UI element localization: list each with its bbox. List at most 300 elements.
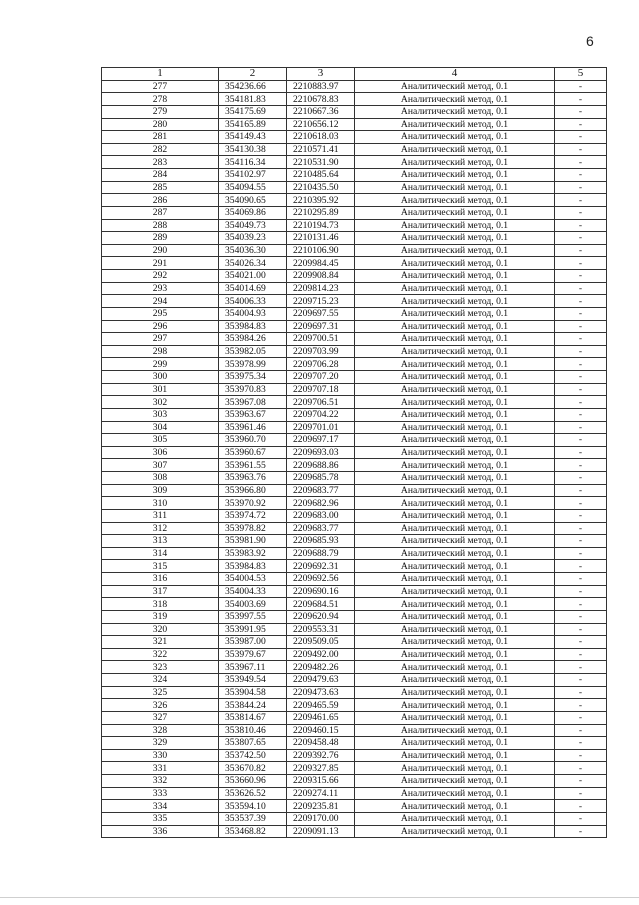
- point-number-cell: 306: [102, 446, 219, 459]
- x-coordinate-cell: 353997.55: [219, 610, 287, 623]
- table-row: [102, 244, 607, 257]
- x-coordinate-cell: 354026.34: [219, 257, 287, 270]
- y-coordinate-cell: 2209683.77: [287, 522, 355, 535]
- y-coordinate-cell: 2209908.84: [287, 270, 355, 283]
- method-cell: Аналитический метод, 0.1: [355, 775, 555, 788]
- note-cell: -: [555, 206, 607, 219]
- note-cell: -: [555, 484, 607, 497]
- point-number-cell: 332: [102, 775, 219, 788]
- note-cell: -: [555, 636, 607, 649]
- point-number-cell: 320: [102, 623, 219, 636]
- y-coordinate-cell: 2209683.00: [287, 509, 355, 522]
- method-cell: Аналитический метод, 0.1: [355, 169, 555, 182]
- method-cell: Аналитический метод, 0.1: [355, 105, 555, 118]
- table-row: [102, 345, 607, 358]
- method-cell: Аналитический метод, 0.1: [355, 800, 555, 813]
- table-row: [102, 762, 607, 775]
- note-cell: -: [555, 522, 607, 535]
- y-coordinate-cell: 2209392.76: [287, 749, 355, 762]
- method-cell: Аналитический метод, 0.1: [355, 434, 555, 447]
- note-cell: -: [555, 80, 607, 93]
- method-cell: Аналитический метод, 0.1: [355, 143, 555, 156]
- x-coordinate-cell: 354116.34: [219, 156, 287, 169]
- note-cell: -: [555, 383, 607, 396]
- point-number-cell: 289: [102, 232, 219, 245]
- method-cell: Аналитический метод, 0.1: [355, 131, 555, 144]
- method-cell: Аналитический метод, 0.1: [355, 636, 555, 649]
- note-cell: -: [555, 93, 607, 106]
- point-number-cell: 328: [102, 724, 219, 737]
- x-coordinate-cell: 353742.50: [219, 749, 287, 762]
- note-cell: -: [555, 648, 607, 661]
- y-coordinate-cell: 2209707.18: [287, 383, 355, 396]
- y-coordinate-cell: 2209692.56: [287, 573, 355, 586]
- method-cell: Аналитический метод, 0.1: [355, 484, 555, 497]
- table-row: [102, 446, 607, 459]
- method-cell: Аналитический метод, 0.1: [355, 749, 555, 762]
- table-row: [102, 156, 607, 169]
- point-number-cell: 281: [102, 131, 219, 144]
- method-cell: Аналитический метод, 0.1: [355, 93, 555, 106]
- method-cell: Аналитический метод, 0.1: [355, 320, 555, 333]
- table-row: [102, 585, 607, 598]
- note-cell: -: [555, 661, 607, 674]
- note-cell: -: [555, 762, 607, 775]
- y-coordinate-cell: 2209509.05: [287, 636, 355, 649]
- point-number-cell: 302: [102, 396, 219, 409]
- method-cell: Аналитический метод, 0.1: [355, 560, 555, 573]
- note-cell: -: [555, 623, 607, 636]
- point-number-cell: 299: [102, 358, 219, 371]
- note-cell: -: [555, 194, 607, 207]
- x-coordinate-cell: 354004.33: [219, 585, 287, 598]
- method-cell: Аналитический метод, 0.1: [355, 648, 555, 661]
- x-coordinate-cell: 353626.52: [219, 787, 287, 800]
- point-number-cell: 303: [102, 408, 219, 421]
- table-row: [102, 661, 607, 674]
- x-coordinate-cell: 353984.26: [219, 333, 287, 346]
- table-row: [102, 282, 607, 295]
- note-cell: -: [555, 270, 607, 283]
- table-row: [102, 408, 607, 421]
- note-cell: -: [555, 737, 607, 750]
- note-cell: -: [555, 282, 607, 295]
- note-cell: -: [555, 421, 607, 434]
- x-coordinate-cell: 353967.08: [219, 396, 287, 409]
- point-number-cell: 285: [102, 181, 219, 194]
- point-number-cell: 298: [102, 345, 219, 358]
- y-coordinate-cell: 2209683.77: [287, 484, 355, 497]
- table-row: [102, 295, 607, 308]
- table-row: [102, 118, 607, 131]
- y-coordinate-cell: 2209235.81: [287, 800, 355, 813]
- method-cell: Аналитический метод, 0.1: [355, 610, 555, 623]
- point-number-cell: 331: [102, 762, 219, 775]
- point-number-cell: 278: [102, 93, 219, 106]
- note-cell: -: [555, 105, 607, 118]
- table-row: [102, 573, 607, 586]
- y-coordinate-cell: 2210883.97: [287, 80, 355, 93]
- x-coordinate-cell: 353960.70: [219, 434, 287, 447]
- note-cell: -: [555, 434, 607, 447]
- note-cell: -: [555, 749, 607, 762]
- y-coordinate-cell: 2210395.92: [287, 194, 355, 207]
- table-row: [102, 724, 607, 737]
- note-cell: -: [555, 585, 607, 598]
- y-coordinate-cell: 2210106.90: [287, 244, 355, 257]
- point-number-cell: 286: [102, 194, 219, 207]
- y-coordinate-cell: 2209692.31: [287, 560, 355, 573]
- table-row: [102, 699, 607, 712]
- table-row: [102, 421, 607, 434]
- x-coordinate-cell: 353979.67: [219, 648, 287, 661]
- y-coordinate-cell: 2209465.59: [287, 699, 355, 712]
- y-coordinate-cell: 2210435.50: [287, 181, 355, 194]
- y-coordinate-cell: 2209315.66: [287, 775, 355, 788]
- page-number: 6: [586, 33, 594, 49]
- point-number-cell: 315: [102, 560, 219, 573]
- point-number-cell: 282: [102, 143, 219, 156]
- x-coordinate-cell: 353970.92: [219, 497, 287, 510]
- column-header-1: 1: [102, 68, 219, 81]
- y-coordinate-cell: 2210667.36: [287, 105, 355, 118]
- y-coordinate-cell: 2210485.64: [287, 169, 355, 182]
- x-coordinate-cell: 353807.65: [219, 737, 287, 750]
- y-coordinate-cell: 2209482.26: [287, 661, 355, 674]
- table-row: [102, 749, 607, 762]
- table-row: [102, 825, 607, 838]
- method-cell: Аналитический метод, 0.1: [355, 219, 555, 232]
- y-coordinate-cell: 2209688.79: [287, 547, 355, 560]
- table-row: [102, 509, 607, 522]
- note-cell: -: [555, 244, 607, 257]
- y-coordinate-cell: 2210295.89: [287, 206, 355, 219]
- x-coordinate-cell: 354003.69: [219, 598, 287, 611]
- y-coordinate-cell: 2209685.93: [287, 535, 355, 548]
- table-row: [102, 497, 607, 510]
- point-number-cell: 308: [102, 472, 219, 485]
- table-row: [102, 383, 607, 396]
- note-cell: -: [555, 219, 607, 232]
- table-row: [102, 775, 607, 788]
- y-coordinate-cell: 2210678.83: [287, 93, 355, 106]
- y-coordinate-cell: 2210618.03: [287, 131, 355, 144]
- y-coordinate-cell: 2209690.16: [287, 585, 355, 598]
- note-cell: -: [555, 472, 607, 485]
- method-cell: Аналитический метод, 0.1: [355, 181, 555, 194]
- table-row: [102, 674, 607, 687]
- method-cell: Аналитический метод, 0.1: [355, 345, 555, 358]
- table-row: [102, 232, 607, 245]
- y-coordinate-cell: 2209461.65: [287, 711, 355, 724]
- method-cell: Аналитический метод, 0.1: [355, 118, 555, 131]
- x-coordinate-cell: 353967.11: [219, 661, 287, 674]
- method-cell: Аналитический метод, 0.1: [355, 724, 555, 737]
- table-row: [102, 800, 607, 813]
- note-cell: -: [555, 598, 607, 611]
- x-coordinate-cell: 353960.67: [219, 446, 287, 459]
- y-coordinate-cell: 2209984.45: [287, 257, 355, 270]
- point-number-cell: 329: [102, 737, 219, 750]
- point-number-cell: 283: [102, 156, 219, 169]
- x-coordinate-cell: 354102.97: [219, 169, 287, 182]
- point-number-cell: 312: [102, 522, 219, 535]
- point-number-cell: 318: [102, 598, 219, 611]
- table-row: [102, 459, 607, 472]
- table-row: [102, 307, 607, 320]
- table-row: [102, 105, 607, 118]
- x-coordinate-cell: 354090.65: [219, 194, 287, 207]
- point-number-cell: 290: [102, 244, 219, 257]
- x-coordinate-cell: 353984.83: [219, 560, 287, 573]
- method-cell: Аналитический метод, 0.1: [355, 787, 555, 800]
- note-cell: -: [555, 156, 607, 169]
- note-cell: -: [555, 169, 607, 182]
- x-coordinate-cell: 354014.69: [219, 282, 287, 295]
- method-cell: Аналитический метод, 0.1: [355, 80, 555, 93]
- method-cell: Аналитический метод, 0.1: [355, 206, 555, 219]
- x-coordinate-cell: 353961.55: [219, 459, 287, 472]
- point-number-cell: 336: [102, 825, 219, 838]
- y-coordinate-cell: 2209684.51: [287, 598, 355, 611]
- table-row: [102, 181, 607, 194]
- table-row: [102, 194, 607, 207]
- method-cell: Аналитический метод, 0.1: [355, 762, 555, 775]
- method-cell: Аналитический метод, 0.1: [355, 383, 555, 396]
- table-row: [102, 610, 607, 623]
- point-number-cell: 296: [102, 320, 219, 333]
- method-cell: Аналитический метод, 0.1: [355, 307, 555, 320]
- point-number-cell: 297: [102, 333, 219, 346]
- x-coordinate-cell: 354006.33: [219, 295, 287, 308]
- point-number-cell: 325: [102, 686, 219, 699]
- method-cell: Аналитический метод, 0.1: [355, 232, 555, 245]
- point-number-cell: 323: [102, 661, 219, 674]
- method-cell: Аналитический метод, 0.1: [355, 194, 555, 207]
- point-number-cell: 327: [102, 711, 219, 724]
- table-row: [102, 522, 607, 535]
- table-row: [102, 484, 607, 497]
- table-row: [102, 623, 607, 636]
- y-coordinate-cell: 2209707.20: [287, 371, 355, 384]
- column-header-3: 3: [287, 68, 355, 81]
- table-row: [102, 598, 607, 611]
- table-row: [102, 93, 607, 106]
- method-cell: Аналитический метод, 0.1: [355, 509, 555, 522]
- method-cell: Аналитический метод, 0.1: [355, 497, 555, 510]
- method-cell: Аналитический метод, 0.1: [355, 535, 555, 548]
- y-coordinate-cell: 2209685.78: [287, 472, 355, 485]
- x-coordinate-cell: 353974.72: [219, 509, 287, 522]
- point-number-cell: 314: [102, 547, 219, 560]
- note-cell: -: [555, 446, 607, 459]
- x-coordinate-cell: 354036.30: [219, 244, 287, 257]
- y-coordinate-cell: 2209091.13: [287, 825, 355, 838]
- x-coordinate-cell: 353983.92: [219, 547, 287, 560]
- table-row: [102, 358, 607, 371]
- table-row: [102, 434, 607, 447]
- point-number-cell: 294: [102, 295, 219, 308]
- x-coordinate-cell: 353904.58: [219, 686, 287, 699]
- table-body: [102, 80, 607, 838]
- point-number-cell: 321: [102, 636, 219, 649]
- point-number-cell: 279: [102, 105, 219, 118]
- y-coordinate-cell: 2209697.17: [287, 434, 355, 447]
- note-cell: -: [555, 497, 607, 510]
- table-row: [102, 472, 607, 485]
- note-cell: -: [555, 610, 607, 623]
- table-row: [102, 320, 607, 333]
- method-cell: Аналитический метод, 0.1: [355, 396, 555, 409]
- table-row: [102, 396, 607, 409]
- x-coordinate-cell: 354130.38: [219, 143, 287, 156]
- point-number-cell: 287: [102, 206, 219, 219]
- method-cell: Аналитический метод, 0.1: [355, 674, 555, 687]
- y-coordinate-cell: 2209693.03: [287, 446, 355, 459]
- y-coordinate-cell: 2209620.94: [287, 610, 355, 623]
- note-cell: -: [555, 711, 607, 724]
- x-coordinate-cell: 354039.23: [219, 232, 287, 245]
- x-coordinate-cell: 353949.54: [219, 674, 287, 687]
- table-row: [102, 169, 607, 182]
- coordinates-table: [101, 67, 607, 838]
- x-coordinate-cell: 353810.46: [219, 724, 287, 737]
- y-coordinate-cell: 2209703.99: [287, 345, 355, 358]
- x-coordinate-cell: 353978.99: [219, 358, 287, 371]
- table-row: [102, 812, 607, 825]
- table-row: [102, 333, 607, 346]
- method-cell: Аналитический метод, 0.1: [355, 270, 555, 283]
- method-cell: Аналитический метод, 0.1: [355, 598, 555, 611]
- note-cell: -: [555, 333, 607, 346]
- y-coordinate-cell: 2210656.12: [287, 118, 355, 131]
- x-coordinate-cell: 353966.80: [219, 484, 287, 497]
- x-coordinate-cell: 354049.73: [219, 219, 287, 232]
- method-cell: Аналитический метод, 0.1: [355, 472, 555, 485]
- column-header-4: 4: [355, 68, 555, 81]
- point-number-cell: 311: [102, 509, 219, 522]
- x-coordinate-cell: 353982.05: [219, 345, 287, 358]
- note-cell: -: [555, 181, 607, 194]
- method-cell: Аналитический метод, 0.1: [355, 282, 555, 295]
- y-coordinate-cell: 2209706.51: [287, 396, 355, 409]
- column-header-5: 5: [555, 68, 607, 81]
- method-cell: Аналитический метод, 0.1: [355, 686, 555, 699]
- method-cell: Аналитический метод, 0.1: [355, 459, 555, 472]
- point-number-cell: 319: [102, 610, 219, 623]
- table-row: [102, 686, 607, 699]
- table-row: [102, 711, 607, 724]
- y-coordinate-cell: 2209327.85: [287, 762, 355, 775]
- method-cell: Аналитический метод, 0.1: [355, 522, 555, 535]
- note-cell: -: [555, 118, 607, 131]
- point-number-cell: 307: [102, 459, 219, 472]
- table-row: [102, 636, 607, 649]
- x-coordinate-cell: 353961.46: [219, 421, 287, 434]
- note-cell: -: [555, 295, 607, 308]
- y-coordinate-cell: 2209704.22: [287, 408, 355, 421]
- x-coordinate-cell: 353660.96: [219, 775, 287, 788]
- method-cell: Аналитический метод, 0.1: [355, 711, 555, 724]
- note-cell: -: [555, 800, 607, 813]
- x-coordinate-cell: 353981.90: [219, 535, 287, 548]
- note-cell: -: [555, 825, 607, 838]
- note-cell: -: [555, 674, 607, 687]
- scan-edge-line: [0, 897, 639, 898]
- method-cell: Аналитический метод, 0.1: [355, 699, 555, 712]
- x-coordinate-cell: 353670.82: [219, 762, 287, 775]
- y-coordinate-cell: 2209715.23: [287, 295, 355, 308]
- note-cell: -: [555, 320, 607, 333]
- x-coordinate-cell: 353963.67: [219, 408, 287, 421]
- point-number-cell: 295: [102, 307, 219, 320]
- note-cell: -: [555, 724, 607, 737]
- method-cell: Аналитический метод, 0.1: [355, 257, 555, 270]
- note-cell: -: [555, 812, 607, 825]
- method-cell: Аналитический метод, 0.1: [355, 244, 555, 257]
- x-coordinate-cell: 353975.34: [219, 371, 287, 384]
- table-row: [102, 219, 607, 232]
- method-cell: Аналитический метод, 0.1: [355, 358, 555, 371]
- y-coordinate-cell: 2209553.31: [287, 623, 355, 636]
- point-number-cell: 324: [102, 674, 219, 687]
- y-coordinate-cell: 2209700.51: [287, 333, 355, 346]
- note-cell: -: [555, 307, 607, 320]
- method-cell: Аналитический метод, 0.1: [355, 585, 555, 598]
- point-number-cell: 291: [102, 257, 219, 270]
- point-number-cell: 280: [102, 118, 219, 131]
- note-cell: -: [555, 509, 607, 522]
- point-number-cell: 313: [102, 535, 219, 548]
- x-coordinate-cell: 353844.24: [219, 699, 287, 712]
- point-number-cell: 309: [102, 484, 219, 497]
- note-cell: -: [555, 775, 607, 788]
- x-coordinate-cell: 354004.53: [219, 573, 287, 586]
- point-number-cell: 304: [102, 421, 219, 434]
- method-cell: Аналитический метод, 0.1: [355, 573, 555, 586]
- x-coordinate-cell: 353594.10: [219, 800, 287, 813]
- y-coordinate-cell: 2210194.73: [287, 219, 355, 232]
- table-row: [102, 737, 607, 750]
- note-cell: -: [555, 371, 607, 384]
- column-header-2: 2: [219, 68, 287, 81]
- y-coordinate-cell: 2209170.00: [287, 812, 355, 825]
- note-cell: -: [555, 396, 607, 409]
- point-number-cell: 293: [102, 282, 219, 295]
- point-number-cell: 316: [102, 573, 219, 586]
- table-row: [102, 535, 607, 548]
- y-coordinate-cell: 2210531.90: [287, 156, 355, 169]
- x-coordinate-cell: 353814.67: [219, 711, 287, 724]
- method-cell: Аналитический метод, 0.1: [355, 333, 555, 346]
- point-number-cell: 310: [102, 497, 219, 510]
- note-cell: -: [555, 535, 607, 548]
- y-coordinate-cell: 2210131.46: [287, 232, 355, 245]
- x-coordinate-cell: 353468.82: [219, 825, 287, 838]
- x-coordinate-cell: 354175.69: [219, 105, 287, 118]
- point-number-cell: 305: [102, 434, 219, 447]
- y-coordinate-cell: 2209706.28: [287, 358, 355, 371]
- table-row: [102, 648, 607, 661]
- method-cell: Аналитический метод, 0.1: [355, 421, 555, 434]
- method-cell: Аналитический метод, 0.1: [355, 408, 555, 421]
- y-coordinate-cell: 2209274.11: [287, 787, 355, 800]
- note-cell: -: [555, 232, 607, 245]
- point-number-cell: 317: [102, 585, 219, 598]
- point-number-cell: 300: [102, 371, 219, 384]
- x-coordinate-cell: 354004.93: [219, 307, 287, 320]
- y-coordinate-cell: 2209492.00: [287, 648, 355, 661]
